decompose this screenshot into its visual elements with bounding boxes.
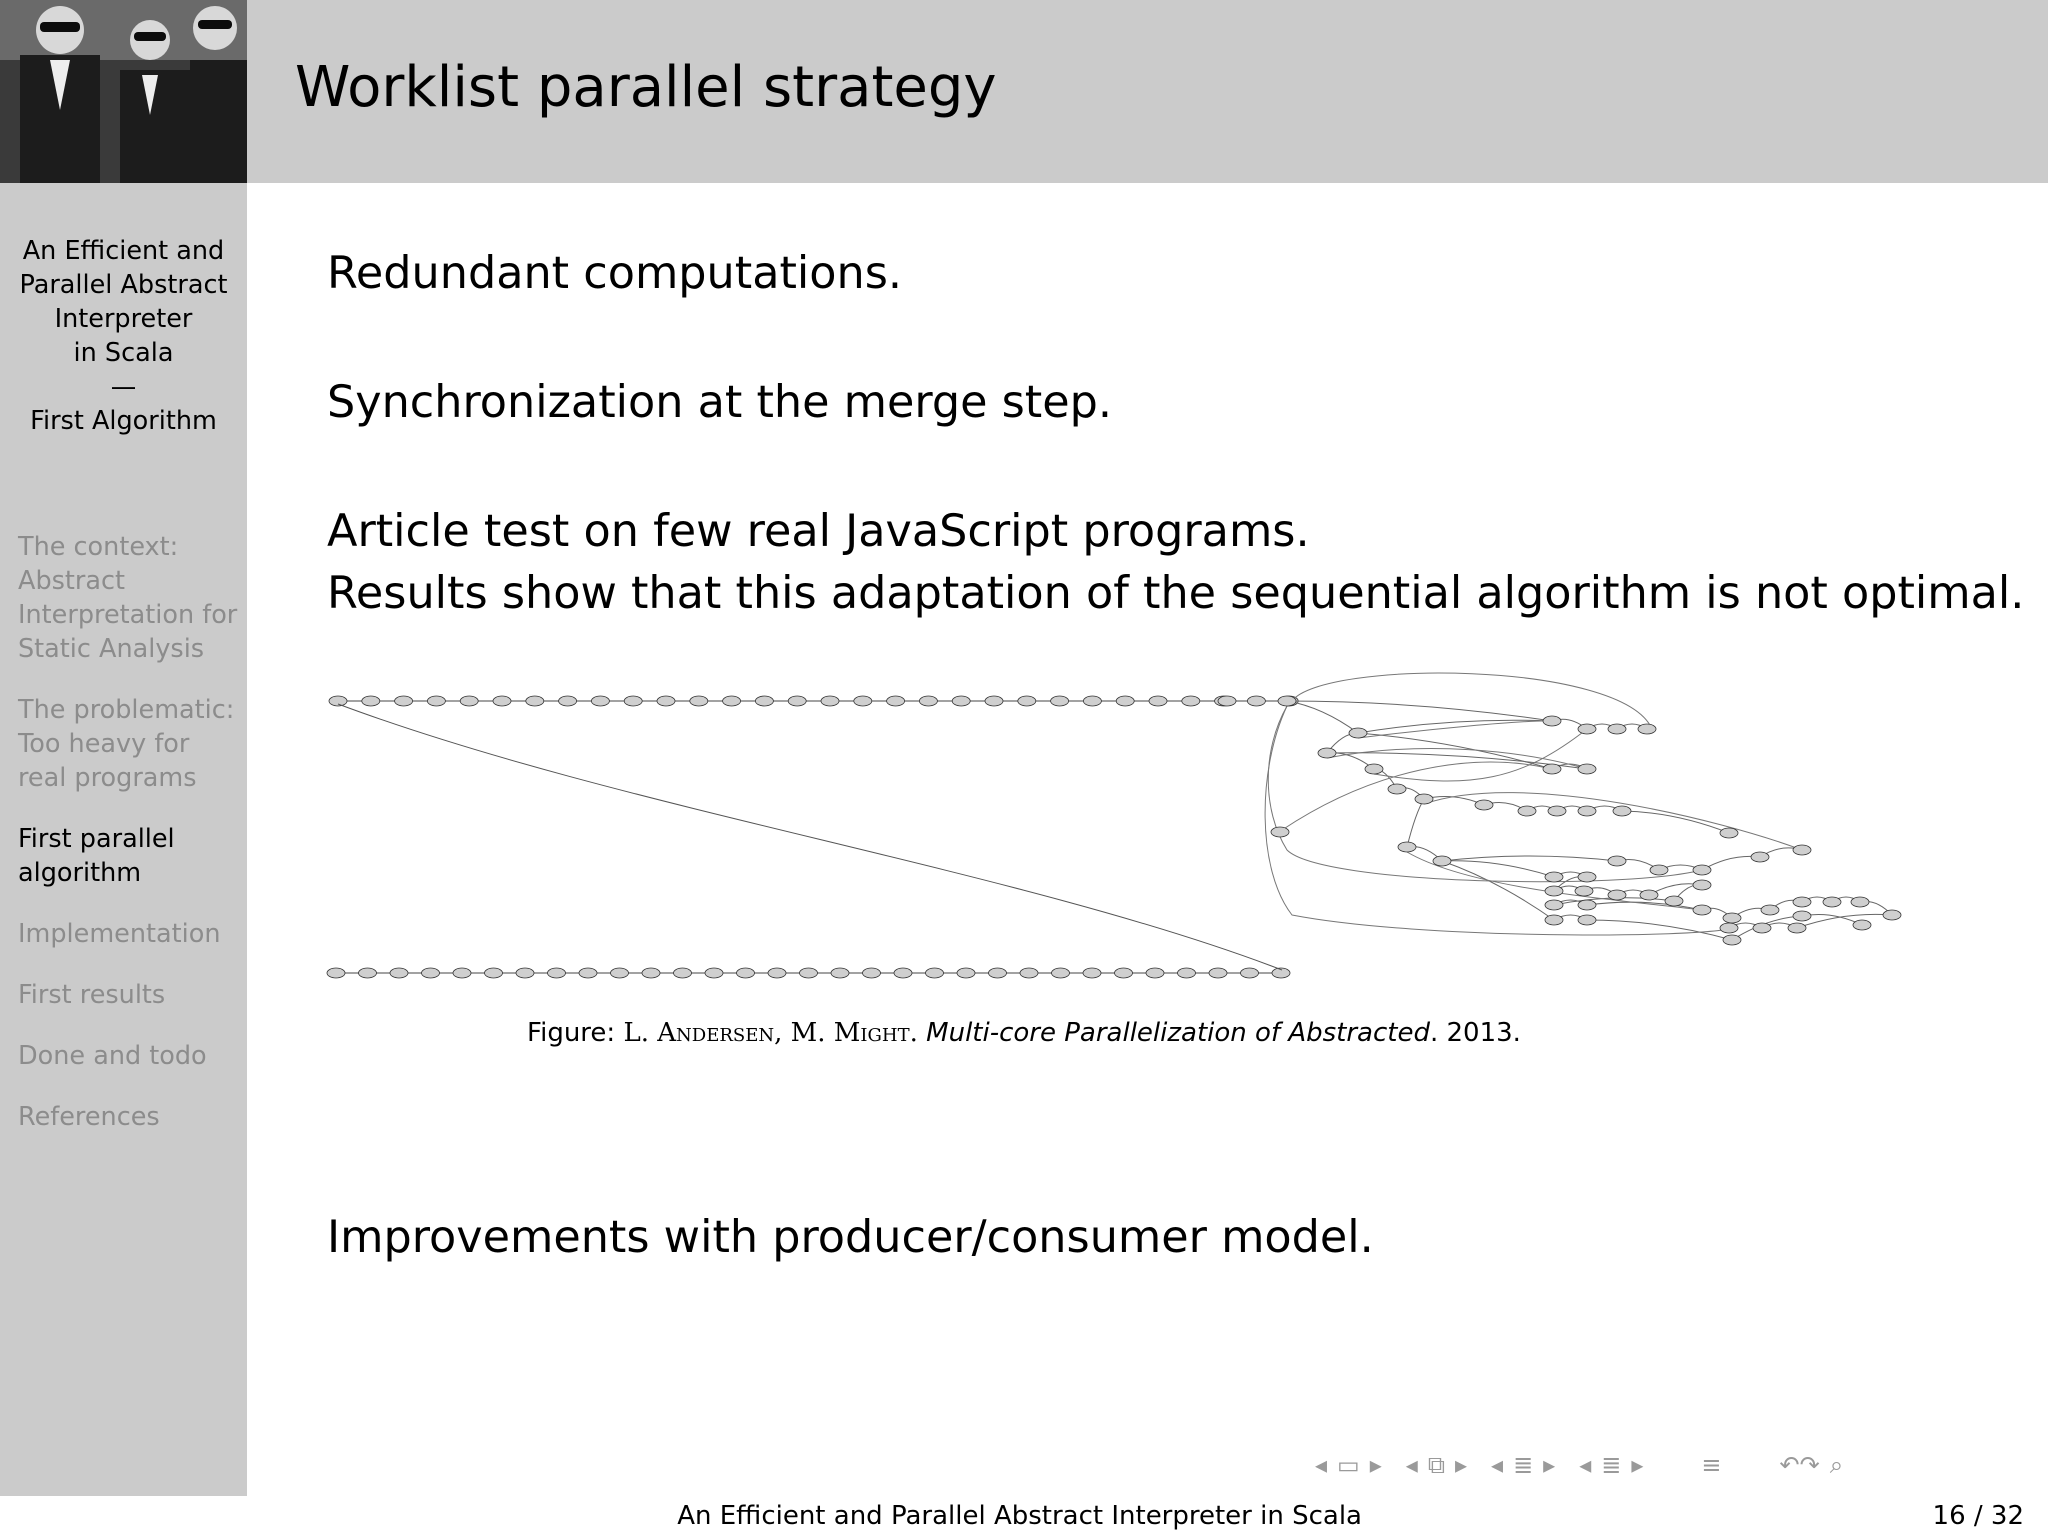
- nav-left-arrow-icon[interactable]: ◂: [1579, 1451, 1592, 1479]
- sidebar-item-label: algorithm: [18, 858, 142, 888]
- caption-authors: L. Andersen, M. Might.: [623, 1018, 918, 1048]
- sidebar-item-label: First parallel: [18, 824, 175, 854]
- caption-title: Multi-core Parallelization of Abstracted: [926, 1018, 1430, 1048]
- sidebar-item-first-parallel-algorithm[interactable]: [18, 822, 244, 890]
- frame-icon[interactable]: ⧉: [1427, 1451, 1445, 1479]
- nav-right-arrow-icon[interactable]: ▸: [1454, 1451, 1468, 1479]
- nav-left-arrow-icon[interactable]: ◂: [1491, 1451, 1504, 1479]
- sidebar-item-label: Static Analysis: [18, 634, 205, 664]
- sidebar-title-line: First Algorithm: [30, 406, 217, 436]
- beamer-nav-symbols: [1315, 1448, 1853, 1482]
- body-paragraph: Results show that this adaptation of the sequential algorithm is not optimal.: [327, 568, 2025, 619]
- sidebar-item-label: Implementation: [18, 919, 221, 949]
- footer-title: An Efficient and Parallel Abstract Interpreter in Scala: [677, 1501, 1362, 1531]
- sidebar-item-label: Abstract: [18, 566, 126, 596]
- page-title: Worklist parallel strategy: [295, 55, 997, 120]
- figure-caption: [0, 1015, 2048, 1051]
- sidebar-item-implementation[interactable]: [18, 917, 244, 951]
- sidebar-item-first-results[interactable]: [18, 978, 244, 1012]
- page-number: 16 / 32: [1932, 1501, 2024, 1531]
- section-icon[interactable]: ≡: [1701, 1451, 1722, 1479]
- sidebar-title-line: —: [110, 372, 137, 402]
- nav-left-arrow-icon[interactable]: ◂: [1315, 1451, 1328, 1479]
- sidebar-item-label: The context:: [18, 532, 179, 562]
- sidebar-item-label: First results: [18, 980, 166, 1010]
- sidebar-item-label: References: [18, 1102, 160, 1132]
- sidebar-item-context[interactable]: [18, 530, 244, 666]
- sidebar-title-line: in Scala: [73, 338, 174, 368]
- sidebar-title-line: Interpreter: [54, 304, 193, 334]
- body-paragraph: Redundant computations.: [327, 248, 903, 299]
- frame-header: [247, 0, 2048, 183]
- caption-label: Figure:: [527, 1018, 616, 1048]
- sidebar-item-label: real programs: [18, 763, 197, 793]
- sidebar-item-references[interactable]: [18, 1100, 244, 1134]
- body-paragraph: Article test on few real JavaScript programs.: [327, 506, 1310, 557]
- nav-right-arrow-icon[interactable]: ▸: [1369, 1451, 1382, 1479]
- nav-right-arrow-icon[interactable]: ▸: [1543, 1451, 1556, 1479]
- body-paragraph: Synchronization at the merge step.: [327, 377, 1113, 428]
- sidebar-item-problematic[interactable]: [18, 693, 244, 795]
- caption-year: . 2013.: [1429, 1018, 1521, 1048]
- nav-right-arrow-icon[interactable]: ▸: [1631, 1451, 1644, 1479]
- figure-graph: [322, 670, 1972, 990]
- sidebar-item-label: Too heavy for: [18, 729, 190, 759]
- body-paragraph: Improvements with producer/consumer model.: [327, 1212, 1374, 1263]
- sidebar-nav: [18, 530, 244, 1161]
- sidebar-item-label: The problematic:: [18, 695, 235, 725]
- sidebar-item-label: Done and todo: [18, 1041, 207, 1071]
- logo-image: [0, 0, 247, 183]
- sidebar: [0, 0, 247, 1496]
- sidebar-title-line: Parallel Abstract: [19, 270, 228, 300]
- back-forward-icon[interactable]: ↶↷: [1779, 1451, 1820, 1479]
- graph-image: [322, 670, 1972, 990]
- section-icon[interactable]: ≣: [1601, 1451, 1622, 1479]
- sidebar-title: [0, 234, 247, 438]
- frame-icon[interactable]: ▭: [1337, 1451, 1360, 1479]
- search-icon[interactable]: ⌕: [1829, 1451, 1844, 1479]
- sidebar-title-line: An Efficient and: [22, 236, 225, 266]
- subsection-icon[interactable]: ≣: [1513, 1451, 1534, 1479]
- sidebar-item-label: Interpretation for: [18, 600, 238, 630]
- nav-left-arrow-icon[interactable]: ◂: [1405, 1451, 1418, 1479]
